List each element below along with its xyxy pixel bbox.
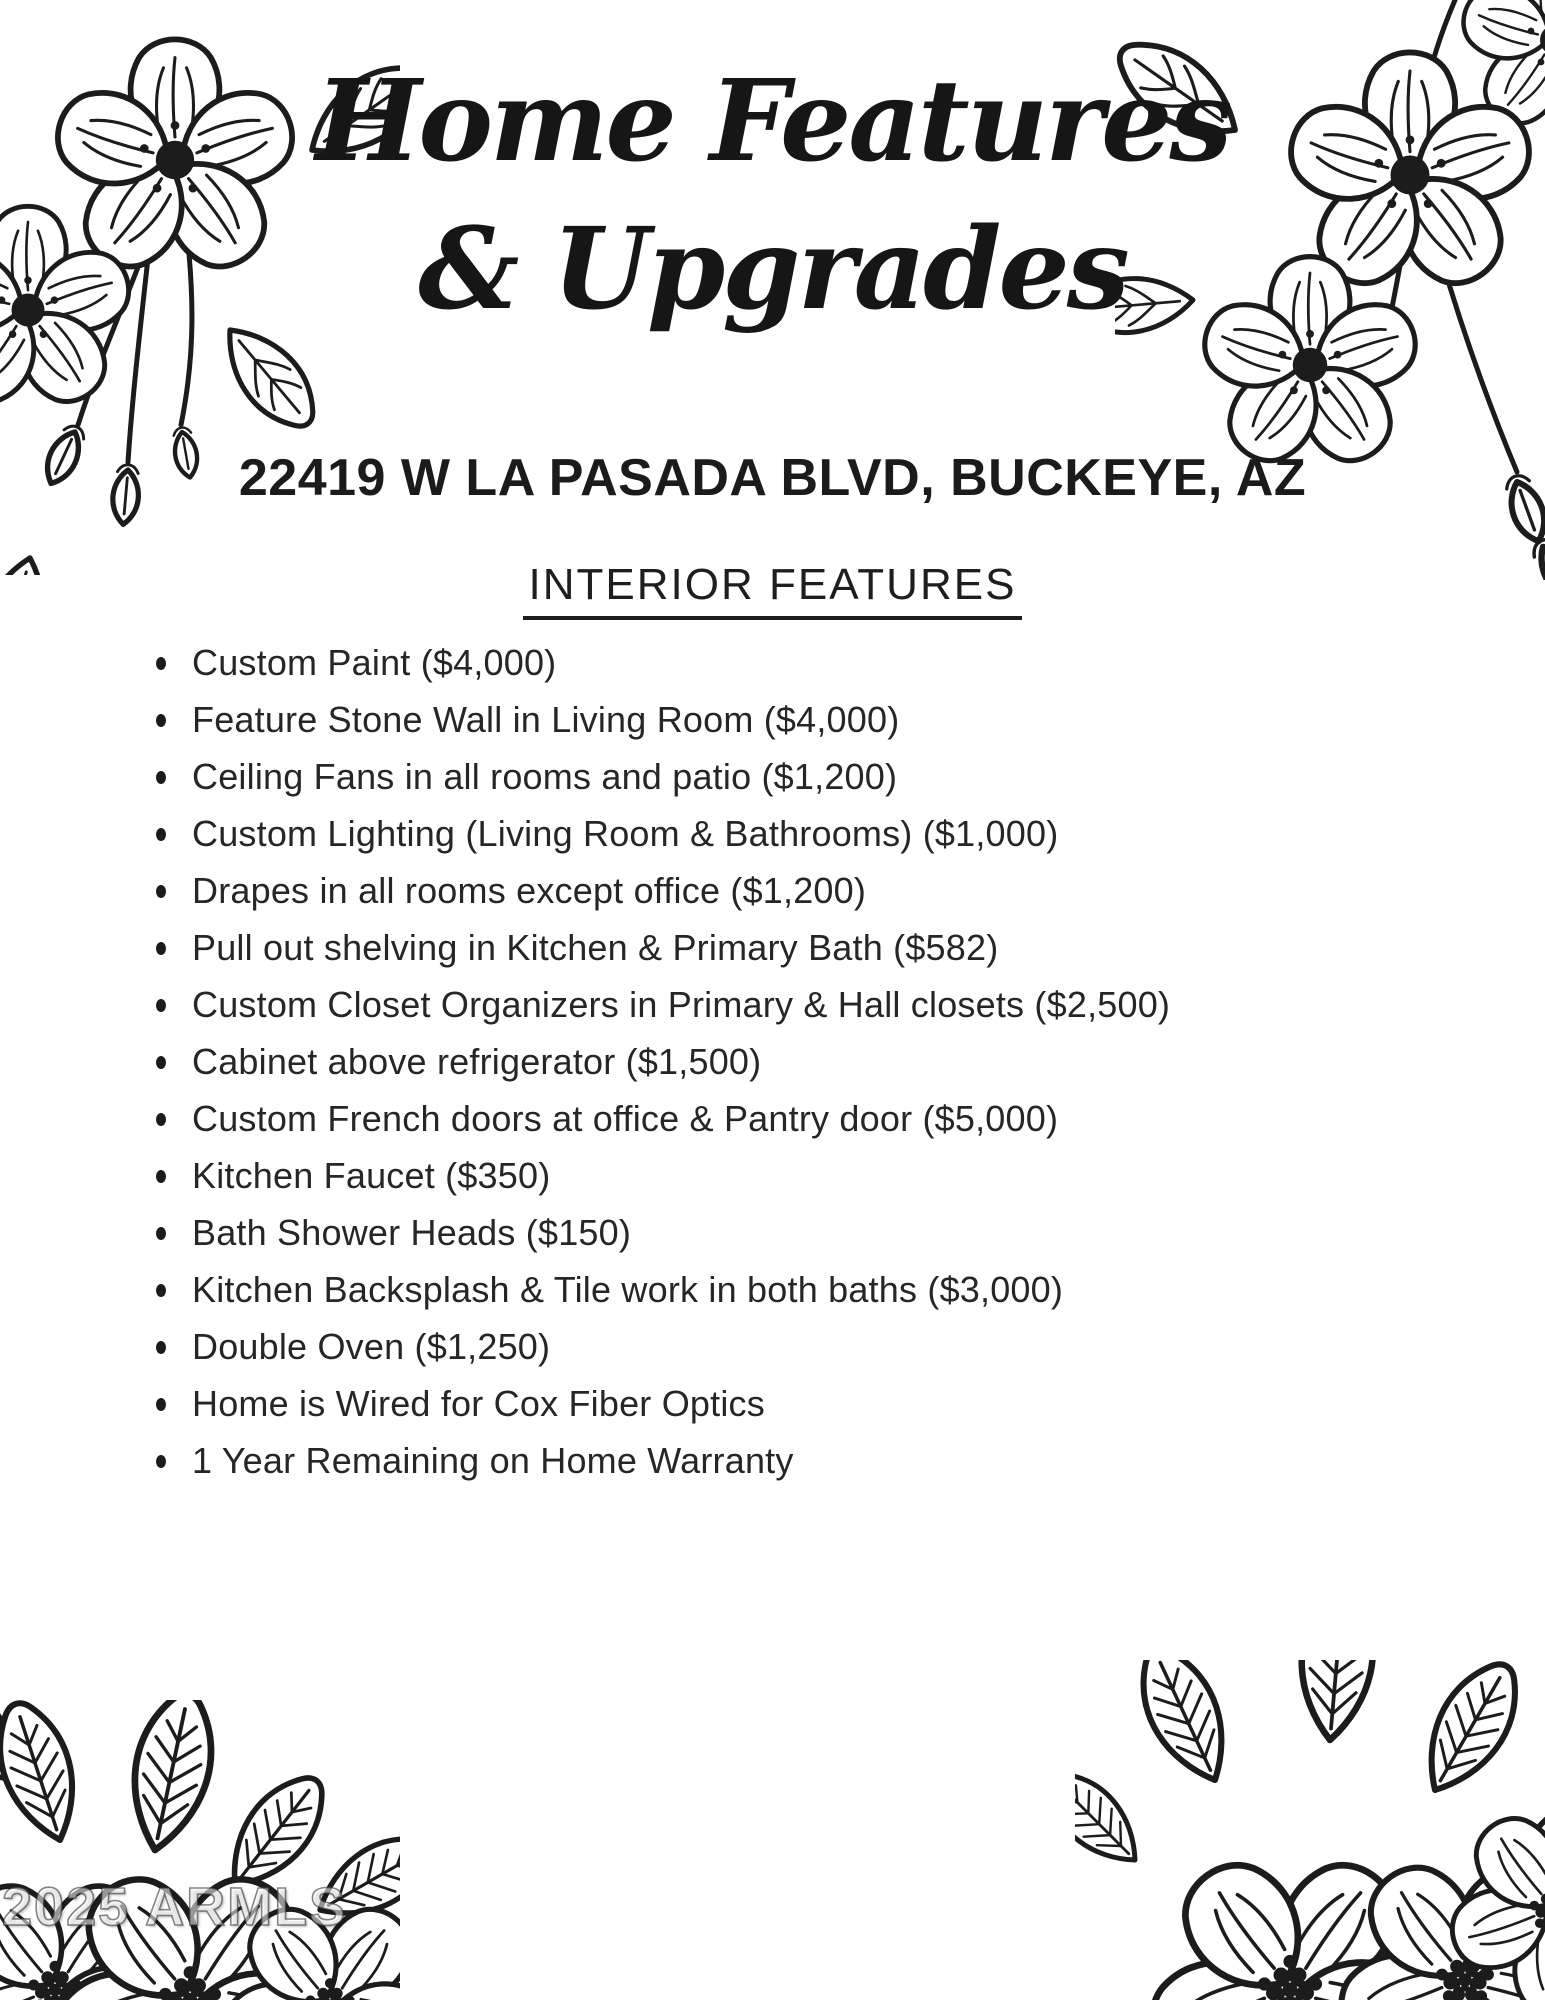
bullet-icon: [156, 1170, 166, 1183]
bullet-icon: [156, 714, 166, 727]
feature-item: [150, 1383, 1485, 1424]
page-title: [0, 48, 1545, 344]
section-heading: INTERIOR FEATURES: [523, 560, 1023, 620]
feature-item: [150, 756, 1485, 797]
feature-item: [150, 813, 1485, 854]
bullet-icon: [156, 771, 166, 784]
feature-item-text: Custom French doors at office & Pantry door ($5,000): [192, 1098, 1059, 1139]
floral-corner-bottom-left-icon: [0, 1700, 400, 2000]
bullet-icon: [156, 1284, 166, 1297]
features-list: [150, 642, 1485, 1497]
feature-item: [150, 1326, 1485, 1367]
bullet-icon: [156, 1398, 166, 1411]
feature-item-text: Kitchen Backsplash & Tile work in both baths ($3,000): [192, 1269, 1064, 1310]
floral-corner-bottom-right-icon: [1075, 1660, 1545, 2000]
property-address: 22419 W LA PASADA BLVD, BUCKEYE, AZ: [238, 449, 1307, 507]
bullet-icon: [156, 885, 166, 898]
feature-item: [150, 1269, 1485, 1310]
feature-item-text: Drapes in all rooms except office ($1,200): [192, 870, 867, 911]
bullet-icon: [156, 999, 166, 1012]
bullet-icon: [156, 942, 166, 955]
feature-item: [150, 870, 1485, 911]
feature-item-text: Kitchen Faucet ($350): [192, 1155, 551, 1196]
feature-item: [150, 927, 1485, 968]
feature-item-text: Custom Paint ($4,000): [192, 642, 557, 683]
feature-item-text: Pull out shelving in Kitchen & Primary Bath ($582): [192, 927, 999, 968]
watermark: 2025 ARMLS: [2, 1877, 348, 1937]
section-heading-row: [0, 560, 1545, 620]
bullet-icon: [156, 1113, 166, 1126]
feature-item: [150, 1041, 1485, 1082]
feature-item-text: Custom Closet Organizers in Primary & Hall closets ($2,500): [192, 984, 1171, 1025]
feature-item-text: Feature Stone Wall in Living Room ($4,000): [192, 699, 900, 740]
bullet-icon: [156, 1341, 166, 1354]
feature-item: [150, 642, 1485, 683]
title-line-1: Home Features: [315, 56, 1230, 187]
feature-item-text: Double Oven ($1,250): [192, 1326, 551, 1367]
feature-item-text: Home is Wired for Cox Fiber Optics: [192, 1383, 765, 1424]
feature-item-text: Ceiling Fans in all rooms and patio ($1,200): [192, 756, 898, 797]
feature-item-text: Cabinet above refrigerator ($1,500): [192, 1041, 762, 1082]
feature-item-text: Custom Lighting (Living Room & Bathrooms) ($1,000): [192, 813, 1059, 854]
feature-item: [150, 1212, 1485, 1253]
bullet-icon: [156, 1227, 166, 1240]
feature-item-text: 1 Year Remaining on Home Warranty: [192, 1440, 794, 1481]
feature-item: [150, 1440, 1485, 1481]
title-line-2: & Upgrades: [418, 204, 1127, 335]
feature-item: [150, 699, 1485, 740]
bullet-icon: [156, 657, 166, 670]
feature-item: [150, 1098, 1485, 1139]
feature-item: [150, 1155, 1485, 1196]
bullet-icon: [156, 828, 166, 841]
feature-item-text: Bath Shower Heads ($150): [192, 1212, 632, 1253]
feature-item: [150, 984, 1485, 1025]
bullet-icon: [156, 1455, 166, 1468]
bullet-icon: [156, 1056, 166, 1069]
